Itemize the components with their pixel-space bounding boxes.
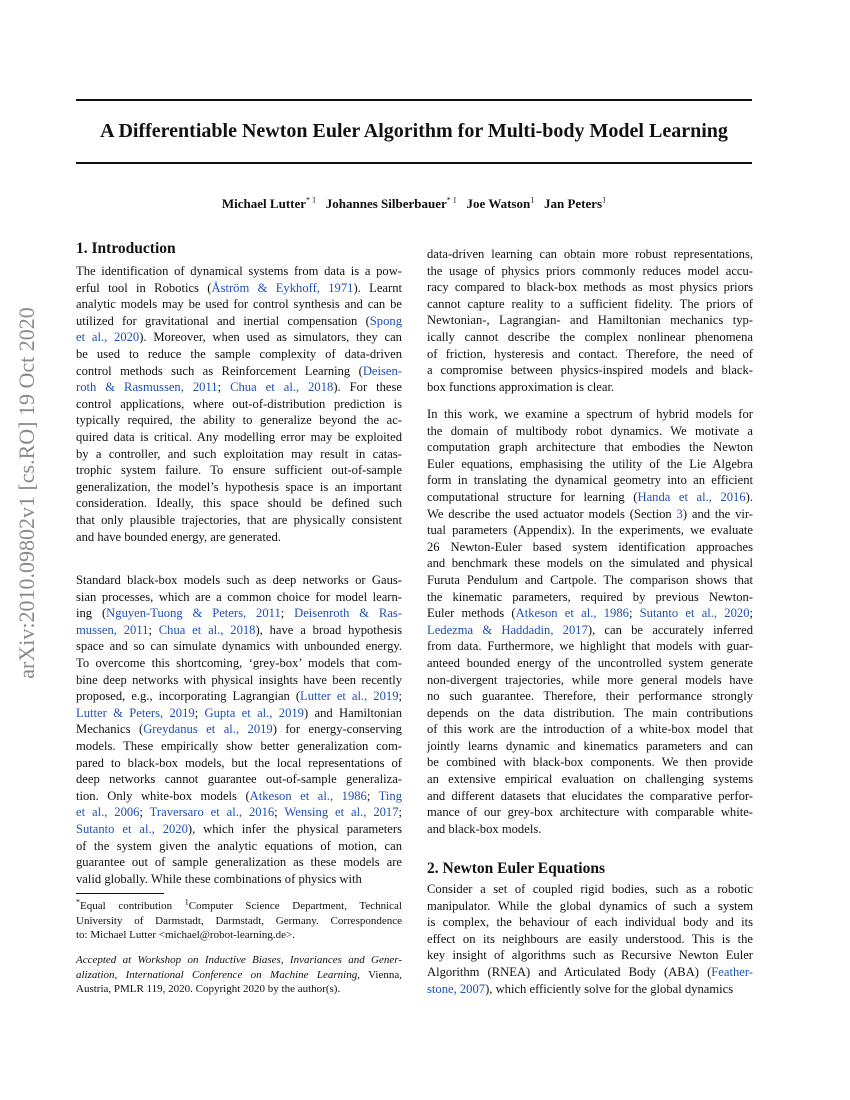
- citation-link[interactable]: Deisenroth & Ras-: [294, 606, 403, 621]
- text-span: guarantee out of sample generalization as these models are: [76, 855, 402, 870]
- text-line: [427, 622, 753, 639]
- text-span: ). For these: [333, 380, 402, 395]
- text-span: generalization, the model’s hypothesis space is an important: [76, 479, 402, 494]
- text-span: computation graph architecture that embodies the Newton: [427, 440, 753, 455]
- text-line: [427, 821, 753, 838]
- text-line: [427, 672, 753, 689]
- citation-link[interactable]: Spong: [369, 313, 402, 328]
- text-line: [427, 788, 753, 805]
- text-span: sian processes, which are a common choice for model learn-: [76, 589, 402, 604]
- text-span: utilized for gravitational and inertial compensation (: [76, 313, 370, 328]
- text-span: form in translating the dynamical geometry into an efficient: [427, 473, 753, 488]
- text-line: [427, 312, 753, 329]
- text-span: ), which efficiently solve for the global dynamics: [485, 981, 734, 996]
- text-line: [427, 489, 753, 506]
- text-span: valid globally. While these combinations of physics with: [76, 871, 362, 886]
- citation-link[interactable]: Sutanto et al., 2020: [76, 821, 188, 836]
- text-span: ), have a broad hypothesis: [255, 622, 402, 637]
- title-bottom-rule: [76, 162, 752, 164]
- text-span: Standard black-box models such as deep networks or Gaus-: [76, 573, 402, 587]
- citation-link[interactable]: Chua et al., 2018: [158, 622, 256, 637]
- text-line: [427, 771, 753, 788]
- citation-link[interactable]: stone, 2007: [427, 981, 486, 996]
- text-line: [76, 429, 402, 446]
- text-span: that only plausible trajectories, that are physically consistent: [76, 512, 402, 527]
- citation-link[interactable]: Handa et al., 2016: [637, 489, 746, 504]
- text-span: Computer Science Department, Technical: [188, 900, 402, 912]
- text-line: [427, 539, 753, 556]
- text-line: [76, 363, 402, 380]
- citation-link[interactable]: Feather-: [711, 964, 753, 979]
- text-span: from data. Furthermore, we highlight that models with guar-: [427, 639, 753, 654]
- text-span: ;: [398, 805, 403, 820]
- text-span: ing (: [76, 606, 107, 621]
- author: [326, 196, 457, 211]
- text-span: of the system given the analytic equations of motion, can: [76, 838, 402, 853]
- text-span: ) for energy-conserving: [272, 722, 402, 737]
- paper-title: A Differentiable Newton Euler Algorithm for Multi-body Model Learning: [100, 120, 728, 142]
- text-span: control methods such as Reinforcement Learning (: [76, 363, 363, 378]
- text-span: ;: [749, 606, 753, 621]
- text-span: ), can be accurately inferred: [587, 622, 754, 637]
- text-line: [427, 472, 753, 489]
- text-line: [427, 655, 753, 672]
- text-span: ;: [139, 805, 150, 820]
- text-line: [427, 423, 753, 440]
- text-line: [427, 439, 753, 456]
- text-line: [427, 572, 753, 589]
- citation-link[interactable]: 3: [676, 506, 683, 521]
- text-span: be used to reduce the sample complexity of data-driven: [76, 346, 402, 361]
- text-span: box functions approximation is clear.: [427, 379, 615, 394]
- acceptance-note: [76, 953, 402, 997]
- text-line: [76, 821, 402, 838]
- text-span: ) and Hamiltonian: [303, 705, 402, 720]
- text-span: We describe the used actuator models (Section: [427, 506, 677, 521]
- citation-link[interactable]: Åström & Eykhoff, 1971: [211, 280, 354, 295]
- citation-link[interactable]: Atkeson et al., 1986: [515, 606, 629, 621]
- section-heading-newton-euler: 2. Newton Euler Equations: [427, 860, 605, 877]
- text-span: , Vienna,: [357, 968, 403, 981]
- text-span: ;: [217, 380, 231, 395]
- text-span: and have bounded energy, are generated.: [76, 529, 281, 544]
- text-line: [76, 655, 402, 672]
- text-span: Euler equations, emphasising the utility of the Lie Algebra: [427, 456, 753, 471]
- text-span: ;: [194, 705, 205, 720]
- text-line: [76, 871, 402, 888]
- text-span: anteed bounded energy of the uncontrolled system generate: [427, 655, 753, 670]
- citation-link[interactable]: Wensing et al., 2017: [284, 805, 399, 820]
- text-span: computational structure for learning (: [427, 489, 638, 504]
- text-line: [427, 705, 753, 722]
- text-span: erful tool in Robotics (: [76, 280, 212, 295]
- author-affiliation: * 1: [446, 196, 457, 205]
- text-line: [76, 953, 402, 968]
- text-span: Equal contribution: [80, 900, 185, 912]
- text-line: [76, 804, 402, 821]
- text-line: [76, 479, 402, 496]
- text-line: [76, 788, 402, 805]
- author-affiliation: 1: [602, 196, 607, 205]
- citation-link[interactable]: Lutter et al., 2019: [300, 689, 399, 704]
- text-span: To overcome this shortcoming, ‘grey-box’ models that com-: [76, 655, 402, 670]
- text-span: pared to black-box models, but the local representations of: [76, 755, 402, 770]
- text-line: [76, 572, 402, 589]
- paragraph: [76, 263, 402, 545]
- text-line: [76, 412, 402, 429]
- citation-link[interactable]: Greydanus et al., 2019: [143, 722, 273, 737]
- footnote-mark: *: [76, 897, 80, 907]
- citation-link[interactable]: Traversaro et al., 2016: [149, 805, 275, 820]
- text-span: Furuta Pendulum and Cartpole. The comparison shows that: [427, 572, 753, 587]
- title-top-rule: [76, 99, 752, 101]
- text-span: 26 Newton-Euler based system identification approaches: [427, 539, 753, 554]
- text-line: [76, 512, 402, 529]
- text-line: [427, 721, 753, 738]
- text-line: [427, 898, 753, 915]
- citation-link[interactable]: Ledezma & Haddadin, 2017: [427, 622, 588, 637]
- text-span: deep networks cannot guarantee out-of-sample generaliza-: [76, 772, 402, 787]
- text-line: [76, 263, 402, 280]
- text-line: [76, 346, 402, 363]
- text-span: analytic models may be used for control synthesis and can be: [76, 297, 402, 312]
- text-span: ), which infer the physical parameters: [187, 821, 402, 836]
- text-span: Algorithm (RNEA) and Articulated Body (ABA) (: [427, 964, 712, 979]
- text-span: Mechanics (: [76, 722, 144, 737]
- text-span: consideration. Ideally, this space should be defined such: [76, 496, 402, 511]
- text-span: space and so can simulate dynamics with unbounded energy.: [76, 639, 402, 654]
- text-span: bine deep networks with physical insights have been recently: [76, 672, 402, 687]
- text-line: [76, 495, 402, 512]
- author-list: [76, 196, 752, 212]
- citation-link[interactable]: mussen, 2011: [76, 622, 149, 637]
- text-span: control applications, where out-of-distribution prediction is: [76, 396, 402, 411]
- text-span: data-driven learning can obtain more robust representations,: [427, 247, 753, 261]
- citation-link[interactable]: Nguyen-Tuong & Peters, 2011: [106, 606, 281, 621]
- author: [222, 196, 316, 211]
- text-line: [427, 964, 753, 981]
- footnote-mark: 1: [184, 897, 189, 907]
- text-span: The identification of dynamical systems from data is a pow-: [76, 264, 402, 278]
- text-span: trophic system failure. To ensure sufficient out-of-sample: [76, 463, 402, 478]
- italic-text: alization, International Conference on Machine Learning: [76, 968, 358, 981]
- text-span: the domain of multibody robot dynamics. We motivate a: [427, 423, 753, 438]
- text-span: be combined with black-box components. We then provide: [427, 755, 753, 770]
- text-line: [427, 406, 753, 423]
- text-span: tual parameters (Appendix). In the experiments, we evaluate: [427, 523, 753, 538]
- text-line: [76, 968, 402, 983]
- text-span: cannot capture reality to a sufficient fidelity. The priors of: [427, 296, 753, 311]
- text-line: [76, 280, 402, 297]
- text-span: effect on its neighbours are easily understood. This is the: [427, 931, 753, 946]
- text-span: and benchmark these models on the simulated and physical: [427, 556, 753, 571]
- text-span: ;: [398, 689, 402, 704]
- text-line: [427, 688, 753, 705]
- text-span: mance of our grey-box architecture with comparable white-: [427, 805, 753, 820]
- text-line: [76, 672, 402, 689]
- citation-link[interactable]: Lutter & Peters, 2019: [76, 705, 195, 720]
- paragraph: [427, 406, 753, 837]
- author-name: Jan Peters: [543, 196, 603, 212]
- footnote: [76, 899, 402, 943]
- author: [544, 196, 606, 211]
- citation-link[interactable]: et al., 2006: [76, 805, 140, 820]
- text-span: ) and the vir-: [682, 506, 753, 521]
- text-line: [427, 738, 753, 755]
- author-name: Joe Watson: [466, 196, 531, 212]
- author-affiliation: 1: [530, 196, 535, 205]
- text-line: [76, 705, 402, 722]
- text-span: and black-box models.: [427, 821, 542, 836]
- text-line: [76, 914, 402, 929]
- text-span: ;: [628, 606, 640, 621]
- text-span: jointly learns dynamic and kinematics parameters and can: [427, 738, 753, 753]
- citation-link[interactable]: Atkeson et al., 1986: [249, 788, 367, 803]
- text-line: [427, 754, 753, 771]
- text-span: Austria, PMLR 119, 2020. Copyright 2020 by the author(s).: [76, 983, 341, 995]
- text-line: [76, 446, 402, 463]
- text-line: [427, 506, 753, 523]
- text-line: [427, 881, 753, 898]
- text-line: [76, 529, 402, 546]
- text-line: [76, 854, 402, 871]
- text-span: ;: [148, 622, 159, 637]
- text-line: [76, 589, 402, 606]
- text-line: [76, 928, 402, 943]
- text-span: ;: [366, 788, 379, 803]
- citation-link[interactable]: Ting: [378, 788, 402, 803]
- author-affiliation: * 1: [306, 196, 317, 205]
- text-line: [427, 981, 753, 998]
- text-span: and different datasets that elucidates the comparative perfor-: [427, 788, 753, 803]
- text-span: manipulator. While the global dynamics of such a system: [427, 898, 753, 913]
- section-heading-introduction: 1. Introduction: [76, 240, 176, 257]
- text-line: [427, 931, 753, 948]
- text-line: [76, 296, 402, 313]
- text-line: [427, 246, 753, 263]
- text-line: [427, 914, 753, 931]
- paragraph: [427, 246, 753, 395]
- text-span: an extensive empirical evaluation on challenging systems: [427, 772, 753, 787]
- text-span: racy compared to black-box methods as most physics priors: [427, 280, 753, 295]
- text-line: [76, 899, 402, 914]
- text-line: [427, 804, 753, 821]
- text-span: the usage of physics priors commonly reduces model accu-: [427, 263, 753, 278]
- text-span: quired data is critical. Any modelling error may be exploited: [76, 429, 402, 444]
- text-span: key insight of algorithms such as Recursive Newton Euler: [427, 948, 753, 963]
- author: [467, 196, 535, 211]
- text-span: by a controller, and such exploitation may result in catas-: [76, 446, 402, 461]
- text-span: the kinematic parameters, required by previous Newton-: [427, 589, 753, 604]
- citation-link[interactable]: roth & Rasmussen, 2011: [76, 380, 218, 395]
- text-span: non-divergent trajectories, while more general models have: [427, 672, 753, 687]
- text-line: [427, 379, 753, 396]
- text-line: [76, 688, 402, 705]
- paragraph: [427, 881, 753, 997]
- text-line: [76, 738, 402, 755]
- citation-link[interactable]: Sutanto et al., 2020: [639, 606, 750, 621]
- text-span: typically required, the ability to generalize beyond the ac-: [76, 413, 402, 428]
- text-span: Newtonian-, Lagrangian- and Hamiltonian mechanics typ-: [427, 313, 753, 328]
- text-span: of friction, hysteresis and contact. Therefore, the need of: [427, 346, 753, 361]
- text-line: [76, 622, 402, 639]
- text-span: no such guarantee. Therefore, their performance strongly: [427, 689, 753, 704]
- text-span: ).: [745, 489, 753, 504]
- footnote-rule: [76, 893, 164, 894]
- text-span: of this work are the introduction of a white-box model that: [427, 722, 753, 737]
- author-name: Michael Lutter: [221, 196, 307, 212]
- text-span: ically cannot describe the complex nonlinear phenomena: [427, 329, 753, 344]
- text-span: ). Moreover, when used as simulators, they can: [139, 330, 402, 345]
- text-line: [427, 555, 753, 572]
- text-span: ;: [274, 805, 285, 820]
- author-name: Johannes Silberbauer: [325, 196, 447, 212]
- text-span: proposed, e.g., incorporating Lagrangian (: [76, 689, 301, 704]
- text-line: [427, 605, 753, 622]
- citation-link[interactable]: Gupta et al., 2019: [204, 705, 304, 720]
- text-span: tion. Only white-box models (: [76, 788, 250, 803]
- text-line: [427, 456, 753, 473]
- text-span: models. These empirically show better generalization com-: [76, 738, 402, 753]
- text-line: [427, 296, 753, 313]
- text-line: [427, 362, 753, 379]
- text-line: [76, 721, 402, 738]
- text-line: [427, 329, 753, 346]
- text-line: [76, 313, 402, 330]
- text-line: [427, 346, 753, 363]
- text-line: [427, 522, 753, 539]
- text-line: [427, 638, 753, 655]
- text-line: [76, 396, 402, 413]
- text-span: University of Darmstadt, Darmstadt, Germany. Correspondence: [76, 914, 402, 927]
- text-span: In this work, we examine a spectrum of hybrid models for: [427, 407, 753, 421]
- text-line: [427, 589, 753, 606]
- citation-link[interactable]: et al., 2020: [76, 330, 140, 345]
- text-span: is complex, the behaviour of each individual body and its: [427, 915, 753, 930]
- paragraph: [76, 572, 402, 887]
- text-line: [76, 771, 402, 788]
- text-span: ;: [280, 606, 295, 621]
- text-line: [427, 947, 753, 964]
- text-line: [427, 263, 753, 280]
- text-line: [76, 755, 402, 772]
- text-line: [76, 838, 402, 855]
- text-line: [76, 329, 402, 346]
- text-span: to: Michael Lutter <michael@robot-learning.de>.: [76, 929, 295, 941]
- text-span: depends on the data distribution. The main contributions: [427, 705, 753, 720]
- text-line: [427, 279, 753, 296]
- text-line: [76, 462, 402, 479]
- citation-link[interactable]: Deisen-: [362, 363, 402, 378]
- citation-link[interactable]: Chua et al., 2018: [230, 380, 334, 395]
- text-span: ). Learnt: [353, 280, 402, 295]
- text-line: [76, 638, 402, 655]
- text-span: a compromise between physics-inspired models and black-: [427, 363, 753, 378]
- italic-text: Accepted at Workshop on Inductive Biases, Invariances and Gener-: [76, 954, 402, 966]
- text-span: Euler methods (: [427, 606, 516, 621]
- text-line: [76, 379, 402, 396]
- text-span: Consider a set of coupled rigid bodies, such as a robotic: [427, 882, 753, 896]
- arxiv-stamp: arXiv:2010.09802v1 [cs.RO] 19 Oct 2020: [14, 307, 39, 679]
- text-line: [76, 605, 402, 622]
- text-line: [76, 982, 402, 997]
